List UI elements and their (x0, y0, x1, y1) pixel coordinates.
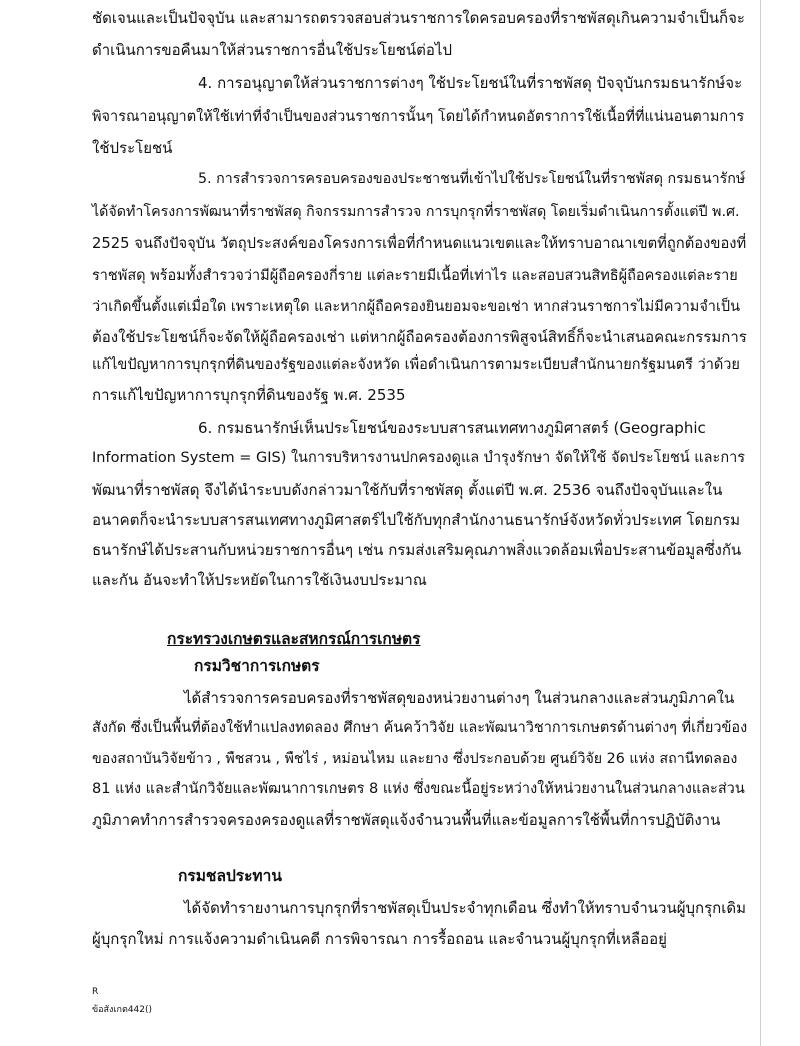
dept-heading-irrigation: กรมชลประทาน (178, 867, 282, 885)
paragraph-line: พิจารณาอนุญาตให้ใช้เท่าที่จำเป็นของส่วนราชการนั้นๆ โดยได้กำหนดอัตราการใช้เนื้อที่ที่แน่นอนตามการ (92, 109, 745, 125)
paragraph-line: ของสถาบันวิจัยข้าว , พืชสวน , พืชไร่ , หม่อนไหม และยาง ซึ่งประกอบด้วย ศูนย์วิจัย 26 แห่ง สถานีทดลอง (92, 751, 738, 767)
paragraph-line: ได้สำรวจการครอบครองที่ราชพัสดุของหน่วยงานต่างๆ ในส่วนกลางและส่วนภูมิภาคใน (184, 689, 735, 707)
footer-filename: ข้อสังเกต442() (92, 1005, 153, 1015)
ministry-heading: กระทรวงเกษตรและสหกรณ์การเกษตร (167, 630, 421, 648)
item-4-line: 4. การอนุญาตให้ส่วนราชการต่างๆ ใช้ประโยชน์ในที่ราชพัสดุ ปัจจุบันกรมธนารักษ์จะ (198, 74, 743, 92)
footer-mark: R (92, 987, 99, 997)
paragraph-line: ว่าเกิดขึ้นตั้งแต่เมื่อใด เพราะเหตุใด และหากผู้ถือครองยินยอมจะขอเช่า หากส่วนราชการไม่มีความจำเป็น (92, 299, 741, 315)
paragraph-line: ผู้บุกรุกใหม่ การแจ้งความดำเนินคดี การพิจารณา การรื้อถอน และจำนวนผู้บุกรุกที่เหลืออยู่ (92, 930, 667, 948)
paragraph-line: Information System = GIS) ในการบริหารงานปกครองดูแล บำรุงรักษา จัดให้ใช้ จัดประโยชน์ และการ (92, 450, 746, 466)
paragraph-line: ต้องใช้ประโยชน์ก็จะจัดให้ผู้ถือครองเช่า แต่หากผู้ถือครองต้องการพิสูจน์สิทธิ์ก็จะนำเสนอคณะกรรมการ (92, 328, 747, 346)
paragraph-line: แก้ไขปัญหาการบุกรุกที่ดินของรัฐของแต่ละจังหวัด เพื่อดำเนินการตามระเบียบสำนักนายกรัฐมนตรี ว่าด้วย (92, 357, 740, 373)
paragraph-line: ใช้ประโยชน์ (92, 139, 173, 157)
paragraph-line: ราชพัสดุ พร้อมทั้งสำรวจว่ามีผู้ถือครองกี่ราย แต่ละรายมีเนื้อที่เท่าไร และสอบสวนสิทธิผู้ถือครองแต่ละราย (92, 268, 738, 284)
page-edge-line (760, 0, 761, 1046)
paragraph-line: 81 แห่ง และสำนักวิจัยและพัฒนาการเกษตร 8 แห่ง ซึ่งขณะนี้อยู่ระหว่างให้หน่วยงานในส่วนกลางและส่วน (92, 781, 745, 797)
paragraph-line: และกัน อันจะทำให้ประหยัดในการใช้เงินงบประมาณ (92, 571, 427, 589)
paragraph-line: ภูมิภาคทำการสำรวจครองครองดูแลที่ราชพัสดุแจ้งจำนวนพื้นที่และข้อมูลการใช้พื้นที่การปฏิบัติงาน (92, 811, 721, 829)
item-6-line: 6. กรมธนารักษ์เห็นประโยชน์ของระบบสารสนเทศทางภูมิศาสตร์ (Geographic (198, 419, 706, 437)
paragraph-line: ได้จัดทำรายงานการบุกรุกที่ราชพัสดุเป็นประจำทุกเดือน ซึ่งทำให้ทราบจำนวนผู้บุกรุกเดิม (184, 899, 746, 917)
paragraph-line: ธนารักษ์ได้ประสานกับหน่วยราชการอื่นๆ เช่น กรมส่งเสริมคุณภาพสิ่งแวดล้อมเพื่อประสานข้อมูลซึ่งกัน (92, 541, 742, 559)
paragraph-line: ดำเนินการขอคืนมาให้ส่วนราชการอื่นใช้ประโยชน์ต่อไป (92, 41, 452, 59)
paragraph-line: พัฒนาที่ราชพัสดุ จึงได้นำระบบดังกล่าวมาใช้กับที่ราชพัสดุ ตั้งแต่ปี พ.ศ. 2536 จนถึงปัจจุบันและใน (92, 481, 723, 499)
item-5-line: 5. การสำรวจการครอบครองของประชาชนที่เข้าไปใช้ประโยชน์ในที่ราชพัสดุ กรมธนารักษ์ (198, 171, 746, 187)
paragraph-line: 2525 จนถึงปัจจุบัน วัตถุประสงค์ของโครงการเพื่อที่กำหนดแนวเขตและให้ทราบอาณาเขตที่ถูกต้องของที่ (92, 235, 747, 252)
paragraph-line: ชัดเจนและเป็นปัจจุบัน และสามารถตรวจสอบส่วนราชการใดครอบครองที่ราชพัสดุเกินความจำเป็นก็จะ (92, 9, 745, 27)
paragraph-line: สังกัด ซึ่งเป็นพื้นที่ต้องใช้ทำแปลงทดลอง ศึกษา ค้นคว้าวิจัย และพัฒนาวิชาการเกษตรด้านต่างๆ ที่เกี่ยวข้อง (92, 720, 748, 736)
paragraph-line: การแก้ไขปัญหาการบุกรุกที่ดินของรัฐ พ.ศ. 2535 (92, 386, 406, 404)
dept-heading-agriculture: กรมวิชาการเกษตร (194, 657, 320, 675)
paragraph-line: ได้จัดทำโครงการพัฒนาที่ราชพัสดุ กิจกรรมการสำรวจ การบุกรุกที่ราชพัสดุ โดยเริ่มดำเนินการตั้งแต่ปี พ.ศ. (92, 204, 740, 220)
paragraph-line: อนาคตก็จะนำระบบสารสนเทศทางภูมิศาสตร์ไปใช้กับทุกสำนักงานธนารักษ์จังหวัดทั่วประเทศ โดยกรม (92, 511, 741, 529)
